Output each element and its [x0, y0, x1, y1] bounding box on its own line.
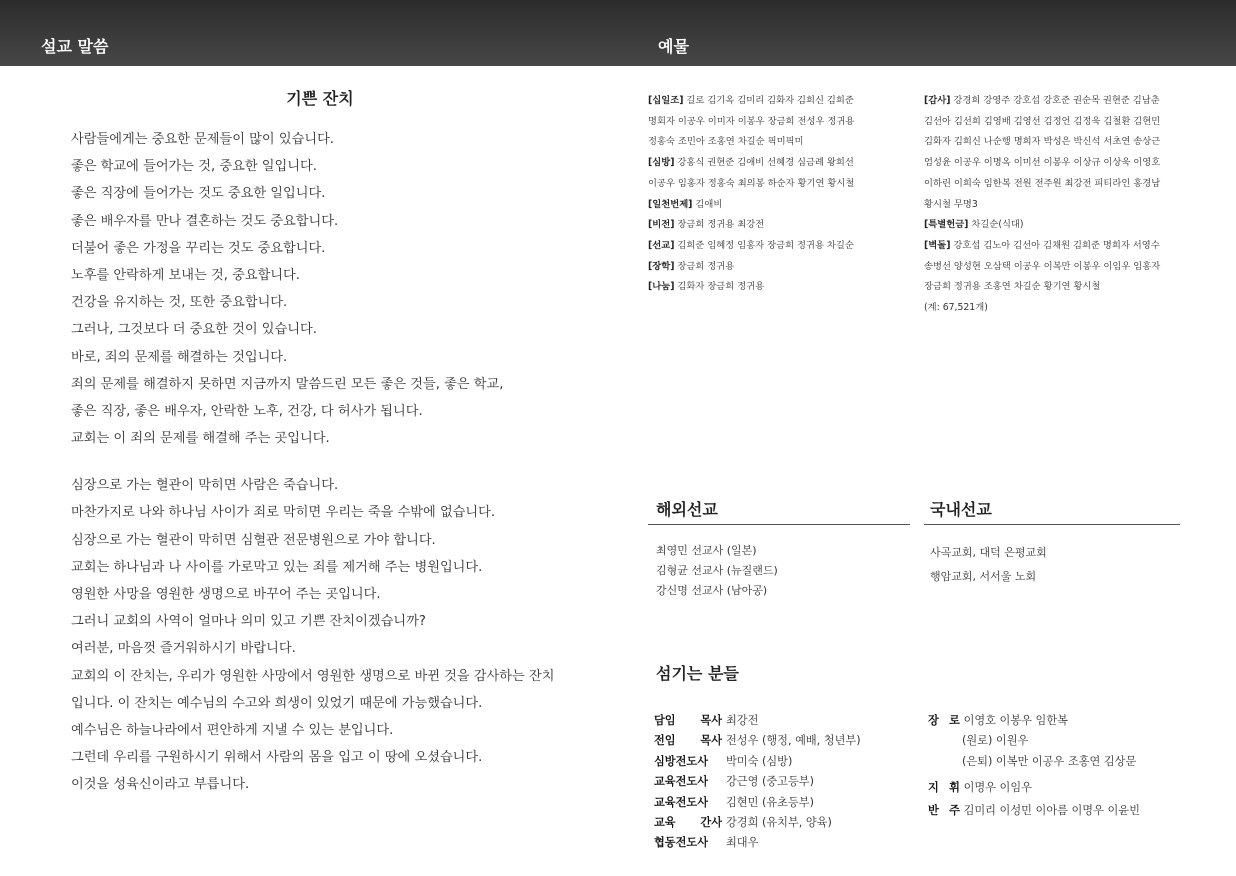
offering-line — [924, 236, 1160, 257]
staff-names: 김현민 (유초등부) — [726, 795, 814, 809]
sermon-line: 좋은 배우자를 만나 결혼하는 것도 중요합니다. — [71, 213, 339, 229]
offering-total-text: (계: 67,521개) — [924, 302, 988, 314]
staff-role: 담임 목사 — [654, 714, 722, 727]
staff-row — [654, 813, 861, 833]
offering-line — [648, 153, 854, 174]
header-bar — [0, 0, 1236, 66]
sermon-line: 좋은 직장, 좋은 배우자, 안락한 노후, 건강, 다 허사가 됩니다. — [71, 403, 423, 419]
offering-line — [648, 257, 854, 278]
offering-line — [648, 215, 854, 236]
offering-names: 길로 김기옥 김미리 김화자 김희신 김희준 — [683, 95, 854, 106]
emeritus-elders: (원로) 이원우 — [962, 734, 1029, 748]
offering-names: 김화자 장금희 정귀용 — [674, 281, 765, 293]
offering-names: 강호섭 김노아 김선아 김채원 김희준 명희자 서영수 — [950, 239, 1160, 251]
staff-role: 협동전도사 — [654, 836, 709, 850]
offering-category: [장학] — [648, 260, 675, 272]
offering-names: 송병선 양성현 오삼택 이공우 이복만 이봉우 이임우 임홍자 — [924, 260, 1161, 272]
sermon-line: 교회는 하나님과 나 사이를 가로막고 있는 죄를 제거해 주는 병원입니다. — [71, 559, 483, 575]
staff-names: 전성우 (행정, 예배, 청년부) — [726, 734, 861, 748]
staff-names: 박미숙 (심방) — [726, 754, 793, 768]
offering-category: [벽돌] — [924, 239, 951, 251]
offering-category: [나눔] — [648, 281, 675, 293]
offering-names: 김희준 임혜정 임홍자 장금희 정귀용 차길순 — [674, 239, 854, 251]
offering-names: 명회자 이공우 이미자 이봉우 장금희 전성우 정귀용 — [648, 115, 855, 127]
elders-names: 이영호 이봉우 임한복 — [963, 714, 1068, 727]
offering-names: 장금희 정귀용 — [674, 260, 735, 272]
offering-names: 황시철 무명3 — [924, 198, 978, 210]
sermon-line: 사람들에게는 중요한 문제들이 많이 있습니다. — [71, 132, 335, 147]
offering-line — [648, 174, 854, 195]
offering-names: 김선아 김선희 김영배 김영선 김정언 김정욱 김철환 김현민 — [924, 115, 1161, 127]
missionary-item: 김형균 선교사 (뉴질랜드) — [656, 564, 778, 577]
overseas-mission-list — [656, 541, 778, 601]
sermon-line: 이것을 성육신이라고 부릅니다. — [71, 777, 250, 793]
offering-names: 김애비 — [692, 198, 723, 210]
offering-line — [924, 132, 1160, 153]
servants-title: 섬기는 분들 — [656, 664, 739, 683]
sermon-body — [71, 131, 591, 804]
offering-category: [특별헌금] — [924, 219, 969, 231]
offering-total — [924, 298, 1160, 319]
conductor-role: 지 휘 — [928, 781, 960, 795]
offering-line — [648, 236, 854, 257]
offering-category: [십일조] — [648, 95, 684, 106]
staff-role: 교육전도사 — [654, 775, 709, 789]
offering-category: [비전] — [648, 219, 675, 231]
elders-row — [928, 711, 1140, 731]
staff-row — [654, 833, 861, 853]
offering-names: 강경희 강영주 강호섭 강호준 권순목 권현준 김남춘 — [950, 95, 1160, 106]
staff-role: 교육전도사 — [654, 795, 709, 809]
staff-row — [654, 793, 861, 813]
sermon-line: 바로, 죄의 문제를 해결하는 것입니다. — [71, 349, 288, 365]
staff-list — [654, 711, 861, 854]
offering-line — [648, 195, 854, 216]
offering-line — [648, 112, 854, 133]
offering-names: 이공우 임홍자 정홍숙 최의봉 하순자 황기연 황시철 — [648, 177, 855, 189]
elders-and-music-list — [928, 711, 1140, 821]
sermon-paragraph-1 — [71, 131, 591, 457]
sermon-line: 심장으로 가는 혈관이 막히면 사람은 죽습니다. — [71, 478, 339, 494]
sermon-line: 더불어 좋은 가정을 꾸리는 것도 중요합니다. — [71, 240, 326, 256]
sermon-line: 건강을 유지하는 것, 또한 중요합니다. — [71, 295, 288, 311]
sermon-line: 심장으로 가는 혈관이 막히면 심혈관 전문병원으로 가야 합니다. — [71, 532, 436, 548]
retired-elders: (은퇴) 이복만 이공우 조홍연 김상문 — [962, 754, 1137, 768]
sermon-line: 그런데 우리를 구원하시기 위해서 사람의 몸을 입고 이 땅에 오셨습니다. — [71, 750, 483, 766]
offering-line — [648, 91, 854, 112]
offering-line — [924, 91, 1160, 112]
sermon-line: 좋은 학교에 들어가는 것, 중요한 일입니다. — [71, 159, 317, 175]
staff-names: 강근영 (중고등부) — [726, 775, 814, 789]
conductor-names: 이명우 이임우 — [963, 781, 1032, 795]
missionary-item: 최영민 선교사 (일본) — [656, 544, 757, 557]
sermon-line: 마찬가지로 나와 하나님 사이가 죄로 막히면 우리는 죽을 수밖에 없습니다. — [71, 505, 496, 521]
offering-names: 장금희 정귀용 최강전 — [674, 219, 765, 231]
sermon-section-title: 설교 말씀 — [41, 37, 109, 56]
offering-names: 차길순(식대) — [968, 219, 1024, 231]
offering-line — [924, 174, 1160, 195]
offering-line — [924, 153, 1160, 174]
staff-row — [654, 711, 861, 731]
missionary-item: 강신명 선교사 (남아공) — [656, 584, 768, 597]
sermon-line: 노후를 안락하게 보내는 것, 중요합니다. — [71, 267, 300, 283]
sermon-line: 예수님은 하늘나라에서 편안하게 지낼 수 있는 분입니다. — [71, 722, 394, 738]
domestic-mission-title: 국내선교 — [930, 500, 992, 519]
offering-category: [일천번제] — [648, 198, 693, 210]
offering-category: [선교] — [648, 239, 675, 251]
offerings-left-column — [648, 91, 854, 298]
accompanist-row — [928, 801, 1140, 821]
accompanist-names: 김미리 이성민 이아름 이명우 이윤빈 — [963, 803, 1140, 817]
staff-names: 최대우 — [726, 836, 759, 850]
accompanist-role: 반 주 — [928, 803, 960, 817]
staff-role: 심방전도사 — [654, 754, 709, 768]
sermon-line: 죄의 문제를 해결하지 못하면 지금까지 말씀드린 모든 좋은 것들, 좋은 학교, — [71, 376, 504, 392]
offering-names: 이하린 이희숙 임한복 전원 전주원 최강전 피티라인 홍경남 — [924, 177, 1161, 189]
offering-names: 강홍식 권현준 김애비 선혜경 심금례 왕희선 — [674, 157, 854, 169]
offering-names: 정홍숙 조민아 조홍연 차길순 픽미픽미 — [648, 136, 804, 148]
staff-role: 전임 목사 — [654, 734, 722, 748]
offering-line — [648, 277, 854, 298]
offering-names: 김화자 김희신 나순행 명희자 박성은 박신석 서초연 송상근 — [924, 136, 1161, 148]
staff-names: 강경희 (유치부, 양육) — [726, 816, 832, 830]
staff-row — [654, 772, 861, 792]
staff-names: 최강전 — [726, 714, 759, 727]
offering-category: [심방] — [648, 157, 675, 169]
sermon-line: 교회의 이 잔치는, 우리가 영원한 사망에서 영원한 생명으로 바뀐 것을 감사하는 잔치 — [71, 668, 555, 684]
sermon-line: 좋은 직장에 들어가는 것도 중요한 일입니다. — [71, 186, 326, 202]
offering-line — [924, 112, 1160, 133]
offering-category: [감사] — [924, 95, 951, 106]
offering-line — [924, 277, 1160, 298]
staff-row — [654, 731, 861, 751]
staff-row — [654, 752, 861, 772]
offering-line — [924, 195, 1160, 216]
sermon-line: 그러니 교회의 사역이 얼마나 의미 있고 기쁜 잔치이겠습니까? — [71, 614, 426, 630]
elders-role: 장 로 — [928, 714, 960, 727]
offering-line — [924, 215, 1160, 236]
offering-names: 장금희 정귀용 조홍연 차길순 황기연 황시철 — [924, 281, 1101, 293]
sermon-line: 교회는 이 죄의 문제를 해결해 주는 곳입니다. — [71, 431, 330, 447]
offering-names: 엄성윤 이공우 이명옥 이미선 이봉우 이상규 이상욱 이영호 — [924, 157, 1161, 169]
overseas-divider — [648, 524, 910, 525]
sermon-paragraph-2 — [71, 477, 591, 803]
offering-line — [648, 132, 854, 153]
sermon-line: 그러나, 그것보다 더 중요한 것이 있습니다. — [71, 322, 317, 338]
offering-line — [924, 257, 1160, 278]
sermon-line: 영원한 사망을 영원한 생명으로 바꾸어 주는 곳입니다. — [71, 587, 381, 602]
domestic-mission-list — [930, 541, 1047, 589]
sermon-line: 입니다. 이 잔치는 예수님의 수고와 희생이 있었기 때문에 가능했습니다. — [71, 695, 483, 711]
offerings-section-title: 예물 — [658, 37, 689, 56]
domestic-church-item: 사곡교회, 대덕 은평교회 — [930, 546, 1047, 559]
conductor-row — [928, 778, 1140, 798]
domestic-church-item: 행암교회, 서서울 노회 — [930, 570, 1037, 583]
sermon-title: 기쁜 잔치 — [286, 89, 354, 108]
offerings-right-column — [924, 91, 1160, 319]
domestic-divider — [924, 524, 1180, 525]
staff-role: 교육 간사 — [654, 816, 722, 830]
overseas-mission-title: 해외선교 — [656, 500, 718, 519]
sermon-line: 여러분, 마음껏 즐거워하시기 바랍니다. — [71, 641, 296, 657]
